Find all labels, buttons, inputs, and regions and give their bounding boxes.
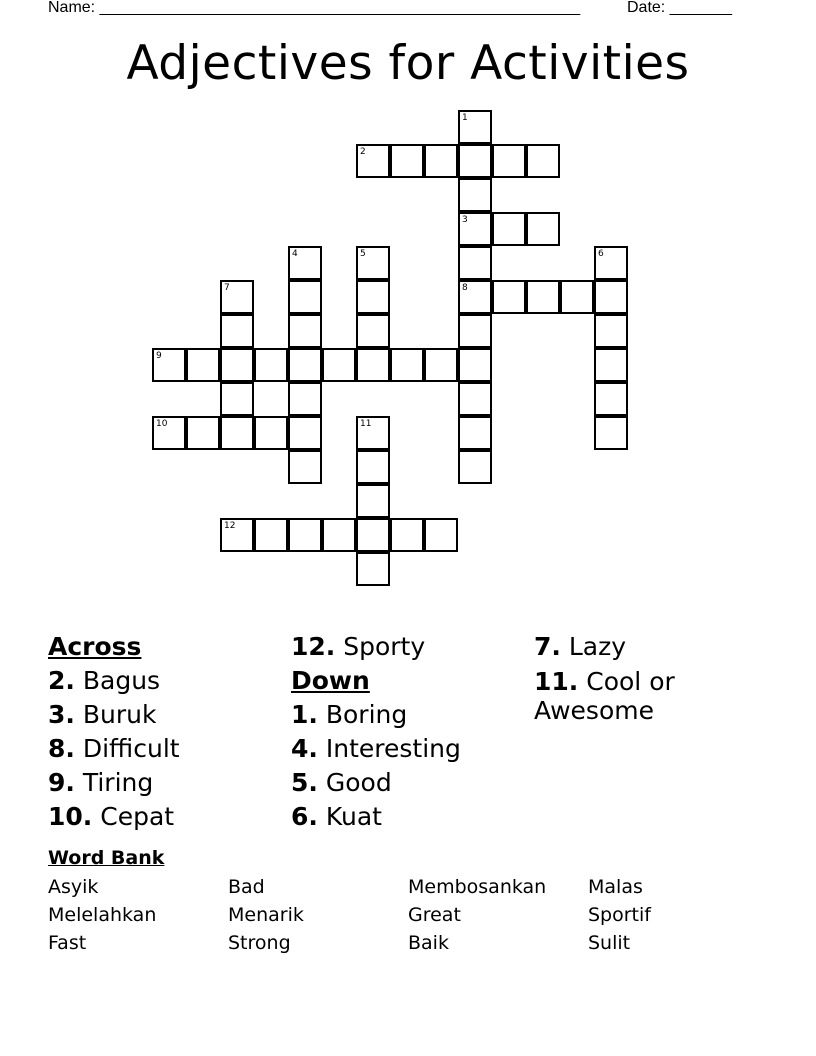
- crossword-cell[interactable]: [356, 348, 390, 382]
- crossword-cell[interactable]: [220, 280, 254, 314]
- crossword-cell[interactable]: [288, 246, 322, 280]
- crossword-cell[interactable]: [288, 416, 322, 450]
- word-bank-word: Sulit: [588, 932, 631, 954]
- clue-number: 8: [462, 283, 468, 293]
- crossword-cell[interactable]: [424, 144, 458, 178]
- crossword-cell[interactable]: [152, 416, 186, 450]
- crossword-cell[interactable]: [288, 450, 322, 484]
- clue-number: 7: [224, 283, 230, 293]
- down-clue-4: 4. Interesting: [291, 734, 461, 763]
- crossword-cell[interactable]: [390, 518, 424, 552]
- across-heading: Across: [48, 632, 142, 661]
- across-clue-9: 9. Tiring: [48, 768, 154, 797]
- crossword-cell[interactable]: [356, 416, 390, 450]
- crossword-cell[interactable]: [288, 280, 322, 314]
- crossword-cell[interactable]: [356, 246, 390, 280]
- clue-number: 9: [156, 351, 162, 361]
- down-clue-7: 7. Lazy: [534, 632, 627, 661]
- crossword-cell[interactable]: [458, 110, 492, 144]
- crossword-cell[interactable]: [458, 416, 492, 450]
- crossword-cell[interactable]: [220, 314, 254, 348]
- crossword-cell[interactable]: [526, 280, 560, 314]
- name-field-label: Name: ______________________________________________________: [48, 0, 581, 16]
- crossword-cell[interactable]: [458, 246, 492, 280]
- crossword-cell[interactable]: [254, 518, 288, 552]
- crossword-cell[interactable]: [288, 382, 322, 416]
- across-clue-3: 3. Buruk: [48, 700, 157, 729]
- word-bank-word: Sportif: [588, 904, 651, 926]
- down-clue-5: 5. Good: [291, 768, 392, 797]
- crossword-cell[interactable]: [288, 348, 322, 382]
- across-clue-12: 12. Sporty: [291, 632, 426, 661]
- crossword-cell[interactable]: [288, 518, 322, 552]
- crossword-cell[interactable]: [424, 518, 458, 552]
- across-clue-8: 8. Difficult: [48, 734, 180, 763]
- crossword-cell[interactable]: [458, 212, 492, 246]
- crossword-cell[interactable]: [356, 280, 390, 314]
- crossword-cell[interactable]: [390, 348, 424, 382]
- crossword-cell[interactable]: [356, 552, 390, 586]
- clue-number: 10: [156, 419, 168, 429]
- crossword-cell[interactable]: [458, 382, 492, 416]
- crossword-cell[interactable]: [594, 348, 628, 382]
- clue-number: 1: [462, 113, 468, 123]
- word-bank-word: Melelahkan: [48, 904, 157, 926]
- crossword-cell[interactable]: [356, 484, 390, 518]
- crossword-cell[interactable]: [458, 314, 492, 348]
- crossword-cell[interactable]: [220, 348, 254, 382]
- crossword-cell[interactable]: [526, 212, 560, 246]
- clue-number: 6: [598, 249, 604, 259]
- word-bank-word: Bad: [228, 876, 265, 898]
- across-clue-10: 10. Cepat: [48, 802, 175, 831]
- down-clue-6: 6. Kuat: [291, 802, 382, 831]
- crossword-cell[interactable]: [152, 348, 186, 382]
- clue-number: 11: [360, 419, 372, 429]
- clue-number: 12: [224, 521, 236, 531]
- crossword-cell[interactable]: [220, 382, 254, 416]
- word-bank-word: Membosankan: [408, 876, 547, 898]
- crossword-cell[interactable]: [186, 416, 220, 450]
- crossword-cell[interactable]: [186, 348, 220, 382]
- clue-column-1: [48, 630, 180, 834]
- crossword-cell[interactable]: [254, 348, 288, 382]
- down-clue-11: 11. Cool or Awesome: [534, 667, 675, 725]
- crossword-cell[interactable]: [356, 314, 390, 348]
- crossword-cell[interactable]: [492, 212, 526, 246]
- word-bank-word: Fast: [48, 932, 87, 954]
- crossword-cell[interactable]: [322, 348, 356, 382]
- word-bank-word: Baik: [408, 932, 449, 954]
- word-bank-word: Asyik: [48, 876, 99, 898]
- crossword-cell[interactable]: [424, 348, 458, 382]
- crossword-cell[interactable]: [594, 246, 628, 280]
- word-bank-word: Strong: [228, 932, 291, 954]
- crossword-cell[interactable]: [390, 144, 424, 178]
- clue-number: 5: [360, 249, 366, 259]
- word-bank-word: Malas: [588, 876, 643, 898]
- word-bank-title: Word Bank: [48, 847, 165, 869]
- clue-number: 4: [292, 249, 298, 259]
- down-clue-1: 1. Boring: [291, 700, 408, 729]
- word-bank-word: Great: [408, 904, 461, 926]
- clue-number: 2: [360, 147, 366, 157]
- crossword-cell[interactable]: [594, 280, 628, 314]
- page-title: Adjectives for Activities: [126, 36, 690, 91]
- crossword-cell[interactable]: [458, 280, 492, 314]
- crossword-cell[interactable]: [458, 450, 492, 484]
- clue-number: 3: [462, 215, 468, 225]
- crossword-cell[interactable]: [526, 144, 560, 178]
- crossword-cell[interactable]: [356, 144, 390, 178]
- crossword-cell[interactable]: [220, 518, 254, 552]
- crossword-cell[interactable]: [560, 280, 594, 314]
- crossword-cell[interactable]: [458, 178, 492, 212]
- crossword-cell[interactable]: [594, 382, 628, 416]
- crossword-cell[interactable]: [458, 348, 492, 382]
- word-bank-word: Menarik: [228, 904, 304, 926]
- crossword-cell[interactable]: [356, 450, 390, 484]
- crossword-cell[interactable]: [254, 416, 288, 450]
- crossword-cell[interactable]: [322, 518, 356, 552]
- clue-column-2: [291, 630, 461, 834]
- crossword-cell[interactable]: [594, 314, 628, 348]
- crossword-cell[interactable]: [492, 280, 526, 314]
- crossword-cell[interactable]: [288, 314, 322, 348]
- crossword-cell[interactable]: [220, 416, 254, 450]
- across-clue-2: 2. Bagus: [48, 666, 161, 695]
- crossword-cell[interactable]: [458, 144, 492, 178]
- crossword-cell[interactable]: [594, 416, 628, 450]
- date-field-label: Date: _______: [627, 0, 732, 16]
- down-heading: Down: [291, 666, 370, 695]
- clue-column-3: [534, 630, 734, 725]
- crossword-cell[interactable]: [356, 518, 390, 552]
- crossword-cell[interactable]: [492, 144, 526, 178]
